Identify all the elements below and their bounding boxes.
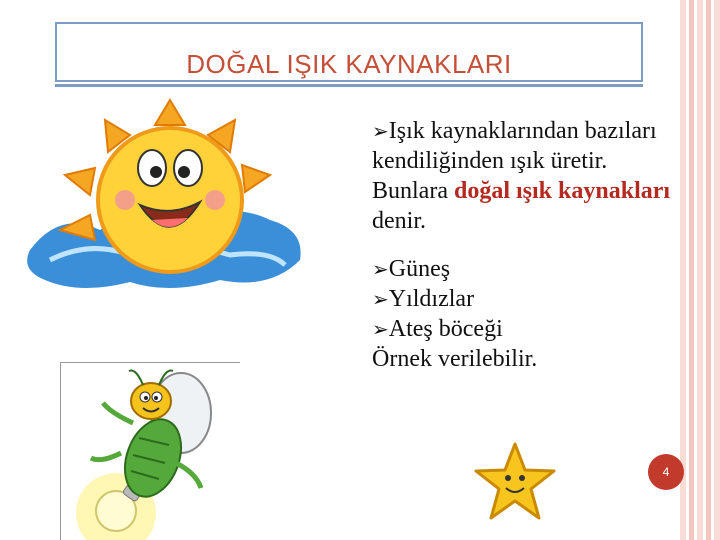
example-item [372,254,672,284]
star-image [472,440,558,522]
decorative-stripes [680,0,720,540]
arrow-bullet-icon: ➢ [372,257,389,281]
intro-highlight: doğal ışık kaynakları [453,178,671,204]
example-label: Güneş [388,256,451,282]
slide-title: DOĞAL IŞIK KAYNAKLARI [186,49,512,79]
page-number-badge: 4 [648,454,684,490]
arrow-bullet-icon: ➢ [372,119,389,143]
title-box [55,22,643,82]
intro-text-before: Işık kaynaklarından bazıları kendiliğinden ışık üretir. Bunlara [372,118,657,204]
arrow-bullet-icon: ➢ [372,287,389,311]
intro-paragraph [372,116,672,236]
example-label: Ateş böceği [388,316,503,342]
example-item [372,284,672,314]
closing-text: Örnek verilebilir. [372,346,538,372]
title-underline [55,84,643,87]
firefly-image [60,362,240,540]
slide-content [372,116,672,374]
sun-image [20,90,310,300]
example-label: Yıldızlar [388,286,475,312]
intro-text-after: denir. [372,208,426,234]
example-item [372,314,672,344]
arrow-bullet-icon: ➢ [372,317,389,341]
